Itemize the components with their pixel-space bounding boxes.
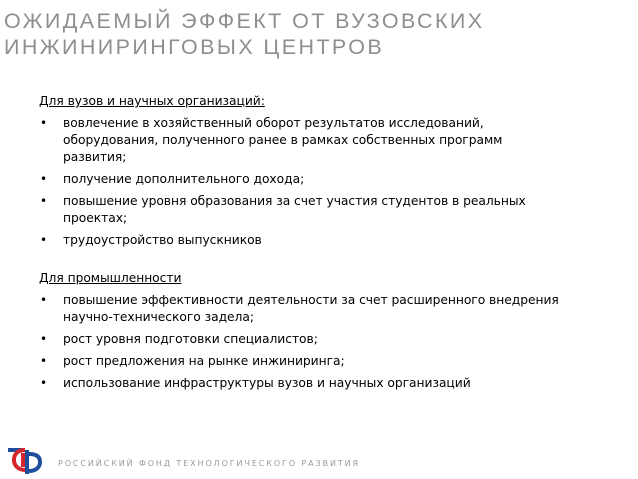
- list-item: [39, 193, 599, 227]
- bullet-icon: •: [40, 293, 48, 307]
- list-item: [39, 353, 599, 370]
- list-item: [39, 171, 599, 188]
- bullet-list: [39, 115, 599, 249]
- bullet-icon: •: [40, 194, 48, 208]
- list-item-line: трудоустройство выпускников: [63, 233, 262, 247]
- list-item-line: развития;: [63, 150, 127, 164]
- slide-content: [39, 93, 599, 392]
- list-item-line: повышение уровня образования за счет участия студентов в реальных: [63, 194, 526, 208]
- bullet-icon: •: [40, 116, 48, 130]
- org-name: РОССИЙСКИЙ ФОНД ТЕХНОЛОГИЧЕСКОГО РАЗВИТИЯ: [58, 459, 360, 468]
- rftr-logo-icon: [6, 444, 50, 476]
- list-item-line: получение дополнительного дохода;: [63, 172, 305, 186]
- bullet-icon: •: [40, 332, 48, 346]
- list-item-line: научно-технического задела;: [63, 310, 254, 324]
- section-industry: [39, 270, 599, 392]
- list-item: [39, 232, 599, 249]
- bullet-icon: •: [40, 376, 48, 390]
- bullet-icon: •: [40, 172, 48, 186]
- list-item: [39, 331, 599, 348]
- list-item: [39, 375, 599, 392]
- list-item: [39, 292, 599, 326]
- list-item-line: вовлечение в хозяйственный оборот результатов исследований,: [63, 116, 484, 130]
- slide-title-line: ОЖИДАЕМЫЙ ЭФФЕКТ ОТ ВУЗОВСКИХ: [4, 9, 485, 33]
- section-heading: Для вузов и научных организаций:: [39, 94, 265, 108]
- section-universities: [39, 93, 599, 249]
- slide-title: [4, 8, 604, 60]
- section-heading: Для промышленности: [39, 271, 182, 285]
- list-item-line: оборудования, полученного ранее в рамках собственных программ: [63, 133, 503, 147]
- slide-title-line: ИНЖИНИРИНГОВЫХ ЦЕНТРОВ: [4, 35, 385, 59]
- footer: [6, 444, 406, 474]
- list-item-line: проектах;: [63, 211, 128, 225]
- bullet-icon: •: [40, 354, 48, 368]
- list-item-line: рост уровня подготовки специалистов;: [63, 332, 318, 346]
- bullet-list: [39, 292, 599, 392]
- list-item-line: использование инфраструктуры вузов и научных организаций: [63, 376, 471, 390]
- list-item-line: рост предложения на рынке инжиниринга;: [63, 354, 345, 368]
- list-item: [39, 115, 599, 166]
- bullet-icon: •: [40, 233, 48, 247]
- list-item-line: повышение эффективности деятельности за счет расширенного внедрения: [63, 293, 559, 307]
